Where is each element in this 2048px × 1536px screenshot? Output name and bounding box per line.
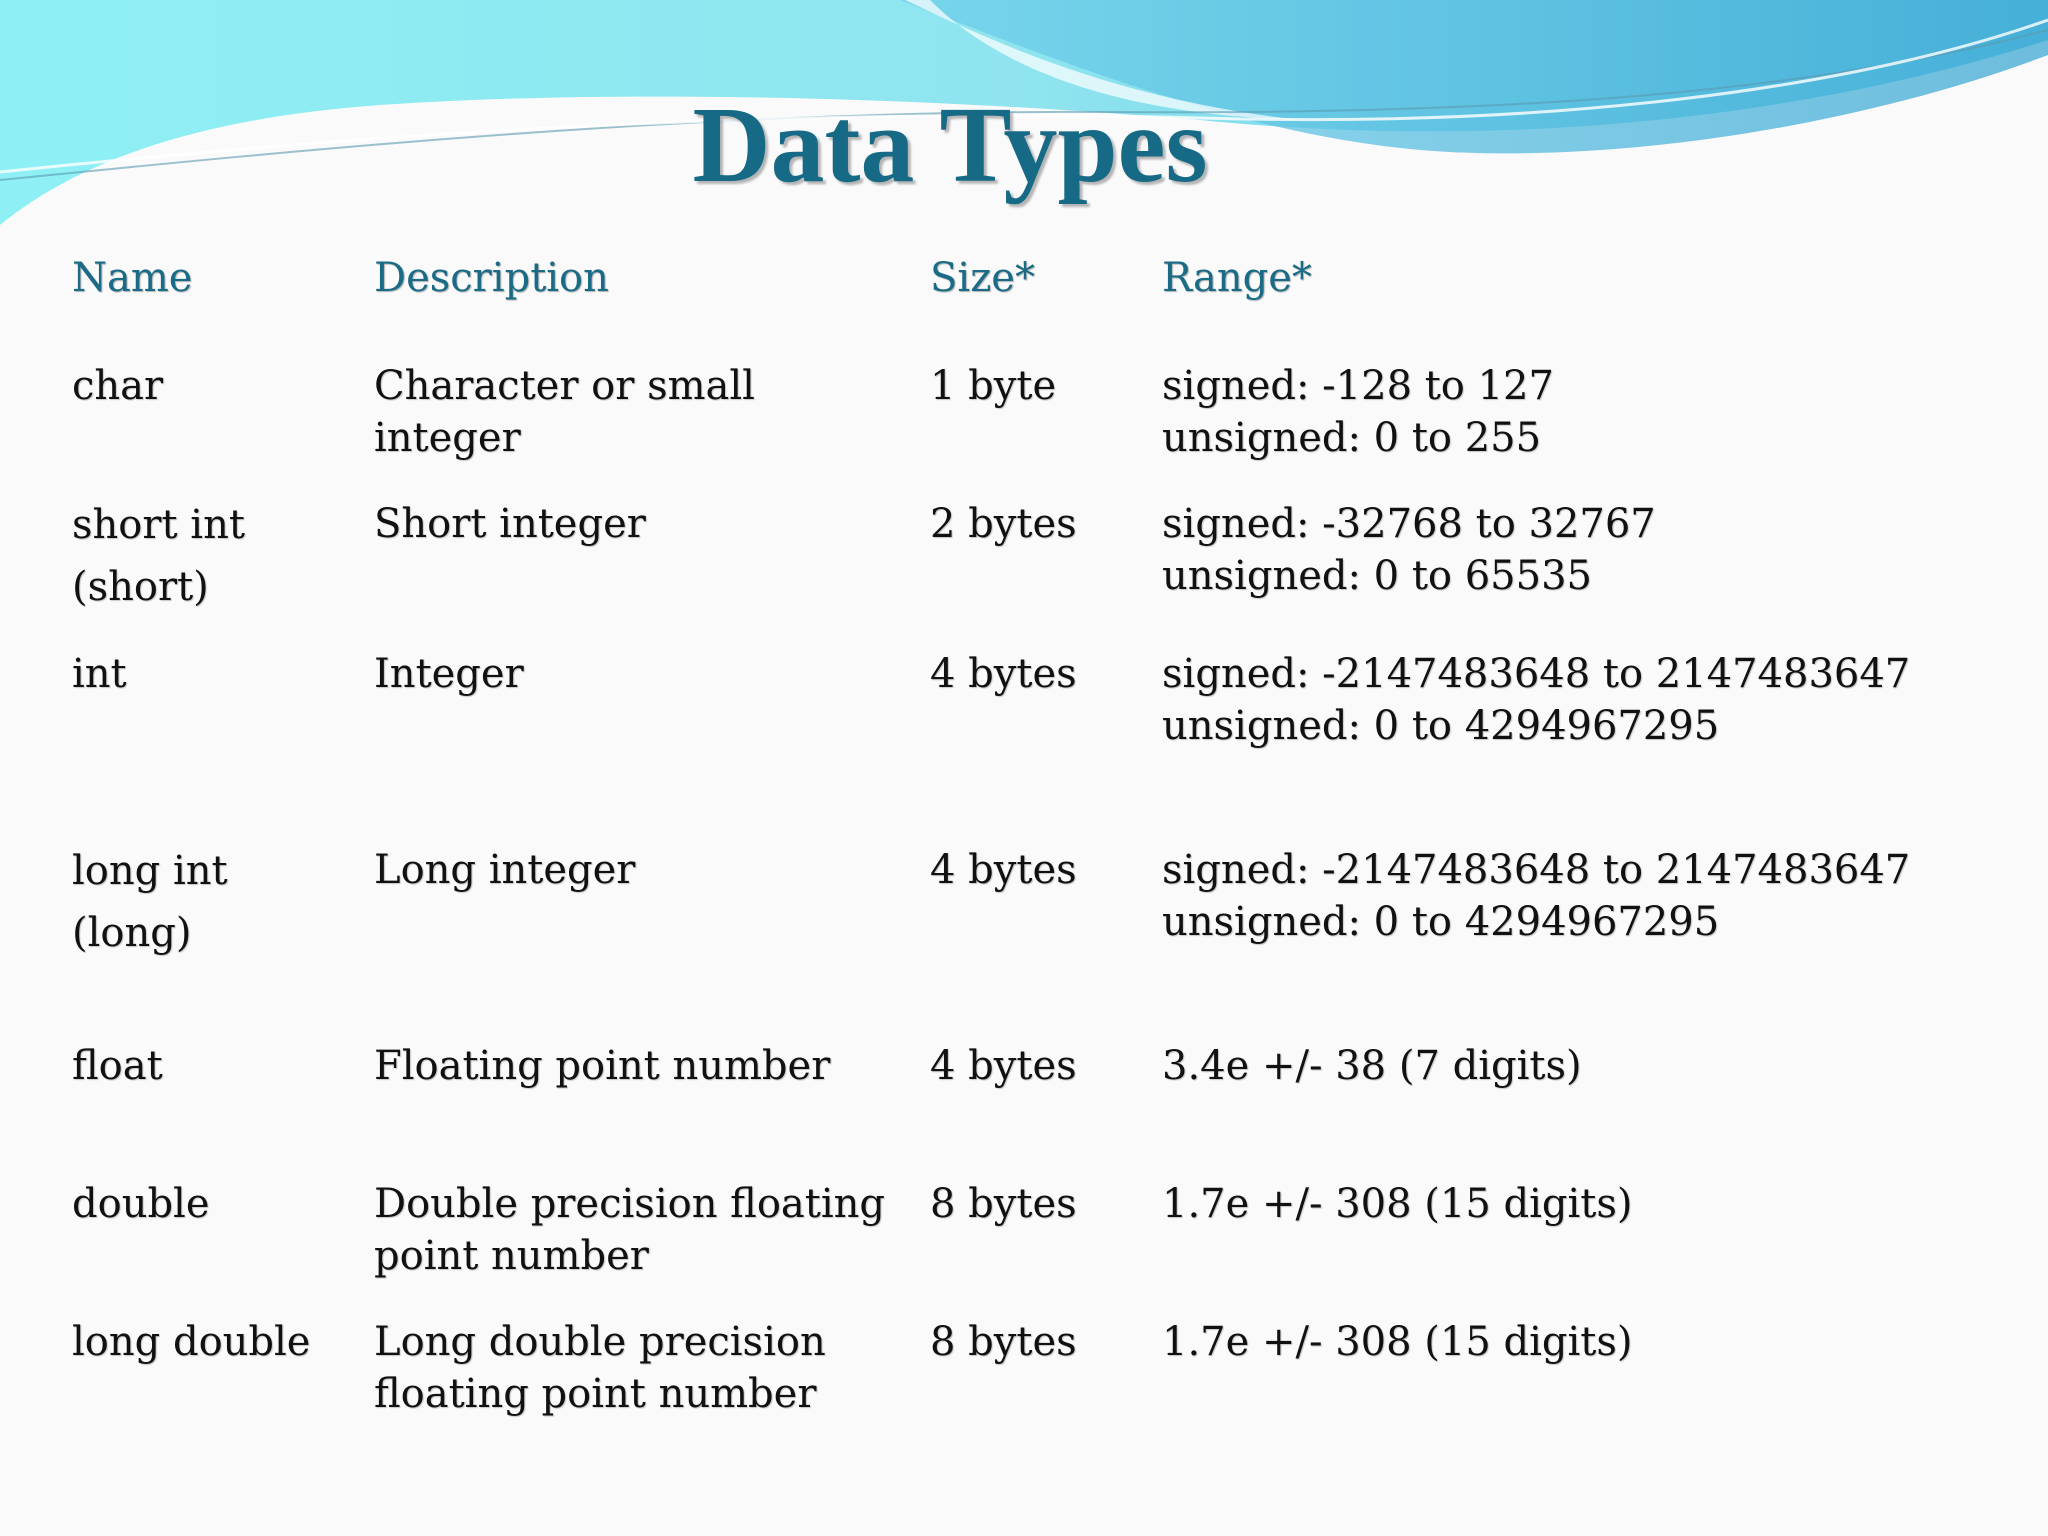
column-header-size: Size* <box>930 255 1035 301</box>
table-row-size: 4 bytes <box>930 847 1077 893</box>
table-row-description: Floating point number <box>374 1043 831 1089</box>
table-row-name: int <box>72 651 127 697</box>
table-row-description: Long double precision floating point number <box>374 1319 826 1417</box>
table-row-name: long double <box>72 1319 311 1365</box>
slide-title: Data Types <box>692 86 1208 205</box>
table-row-description: Long integer <box>374 847 636 893</box>
table-row-range: 3.4e +/- 38 (7 digits) <box>1162 1043 1582 1089</box>
table-row-range: signed: -2147483648 to 2147483647 unsigned: 0 to 4294967295 <box>1162 651 1911 749</box>
table-row-size: 4 bytes <box>930 651 1077 697</box>
table-row-name: float <box>72 1043 163 1089</box>
column-header-range: Range* <box>1162 255 1312 301</box>
table-row-size: 1 byte <box>930 363 1057 409</box>
table-row-name: char <box>72 363 164 409</box>
table-row-name: short int (short) <box>72 502 245 610</box>
table-row-name: long int (long) <box>72 848 228 956</box>
table-row-description: Short integer <box>374 501 646 547</box>
table-row-description: Double precision floating point number <box>374 1181 886 1279</box>
table-row-name: double <box>72 1181 210 1227</box>
table-row-range: 1.7e +/- 308 (15 digits) <box>1162 1181 1633 1227</box>
table-row-range: signed: -2147483648 to 2147483647 unsigned: 0 to 4294967295 <box>1162 847 1911 945</box>
column-header-description: Description <box>374 255 609 301</box>
table-row-range: 1.7e +/- 308 (15 digits) <box>1162 1319 1633 1365</box>
table-row-size: 8 bytes <box>930 1181 1077 1227</box>
table-row-description: Integer <box>374 651 524 697</box>
table-row-description: Character or small integer <box>374 363 755 461</box>
table-row-range: signed: -128 to 127 unsigned: 0 to 255 <box>1162 363 1554 461</box>
table-row-size: 8 bytes <box>930 1319 1077 1365</box>
table-row-size: 2 bytes <box>930 501 1077 547</box>
table-row-range: signed: -32768 to 32767 unsigned: 0 to 65535 <box>1162 501 1656 599</box>
column-header-name: Name <box>72 255 193 301</box>
table-row-size: 4 bytes <box>930 1043 1077 1089</box>
